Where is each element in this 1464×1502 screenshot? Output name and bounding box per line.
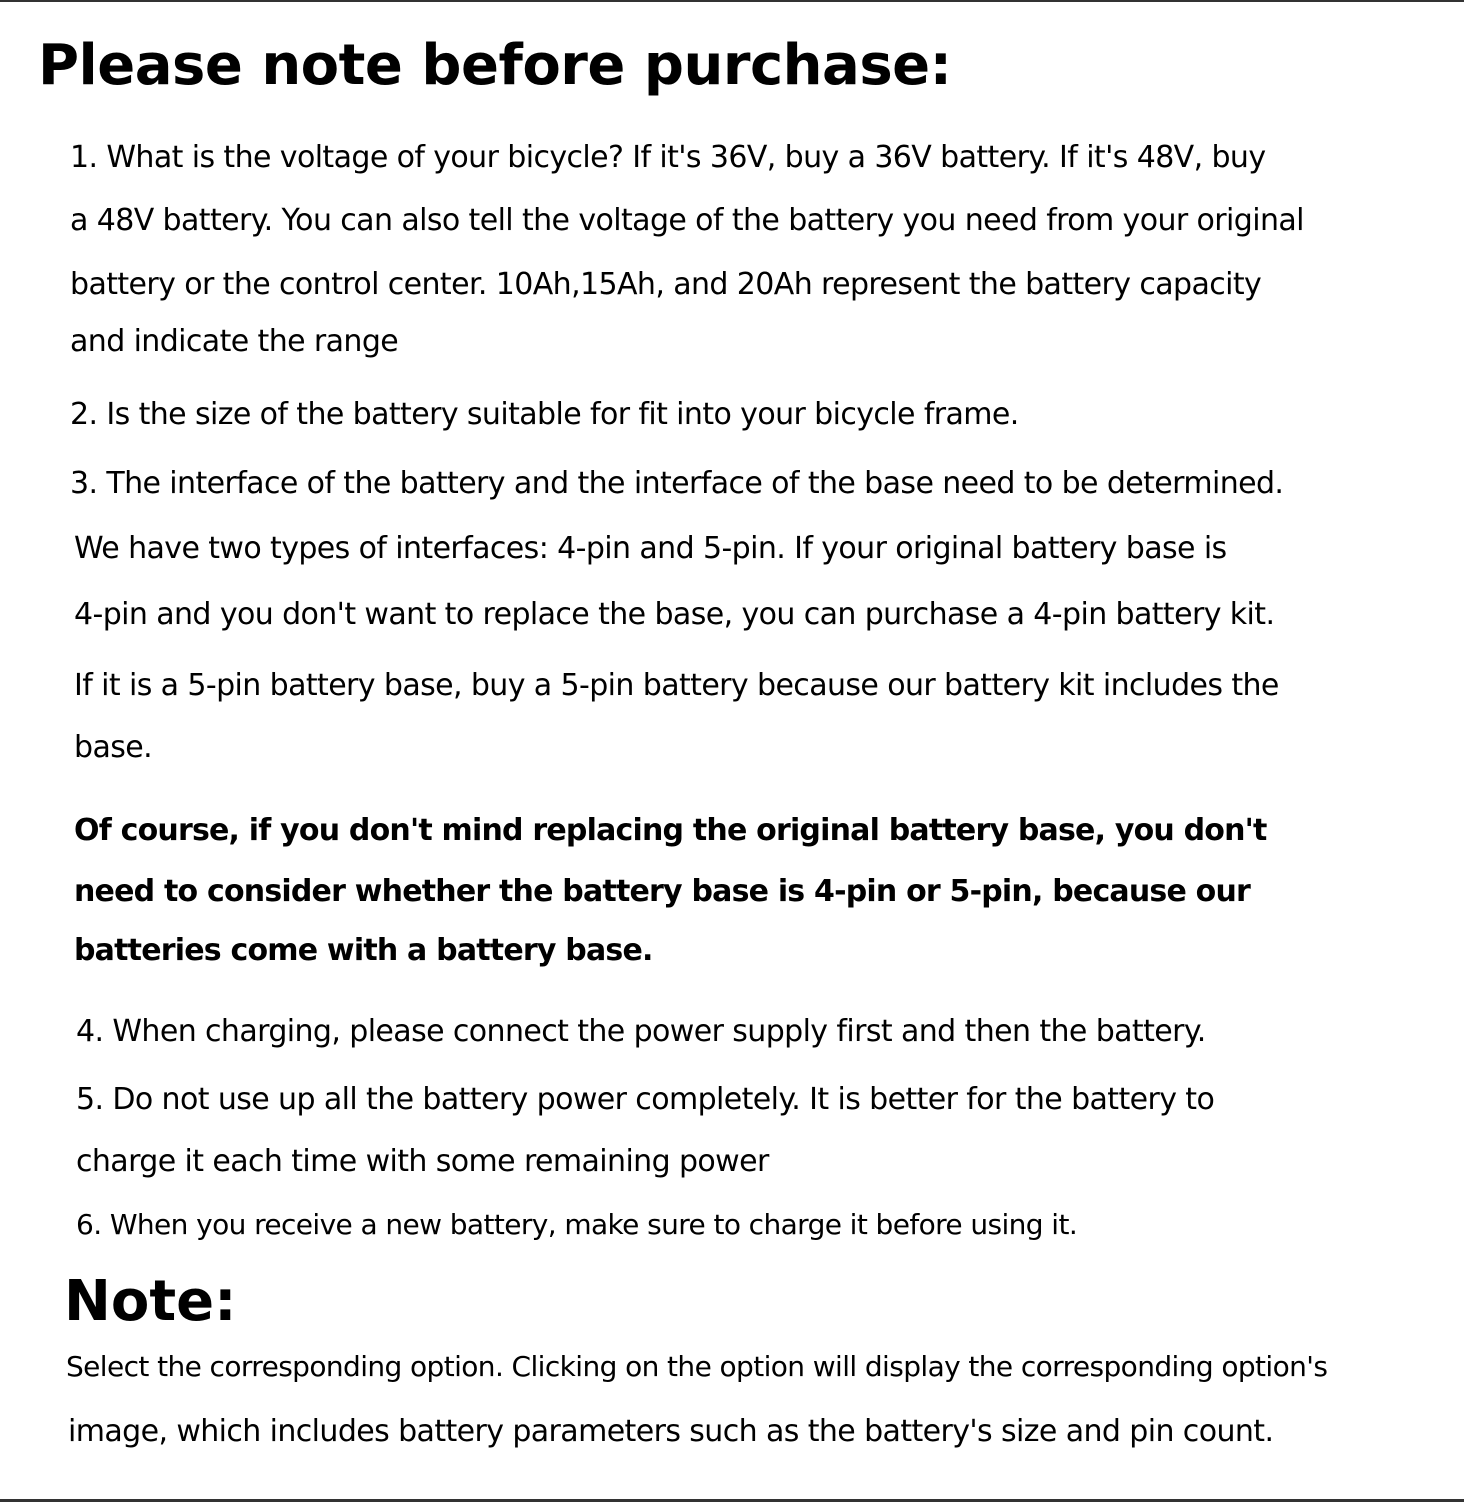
item-2-line-1: 2. Is the size of the battery suitable for fit into your bicycle frame.	[70, 397, 1019, 432]
item-4-line-1: 4. When charging, please connect the power supply first and then the battery.	[76, 1014, 1206, 1049]
bold-notice-line-1: Of course, if you don't mind replacing the original battery base, you don't	[74, 813, 1267, 848]
item-1-line-3: battery or the control center. 10Ah,15Ah, and 20Ah represent the battery capacity	[70, 267, 1262, 302]
item-1-line-2: a 48V battery. You can also tell the voltage of the battery you need from your original	[70, 203, 1304, 238]
item-1-line-4: and indicate the range	[70, 324, 399, 359]
item-5-line-2: charge it each time with some remaining power	[76, 1144, 769, 1179]
item-1-line-1: 1. What is the voltage of your bicycle? If it's 36V, buy a 36V battery. If it's 48V, buy	[70, 140, 1266, 175]
top-border	[0, 0, 1464, 2]
item-3-line-1: 3. The interface of the battery and the interface of the base need to be determined.	[70, 466, 1284, 501]
note-heading: Note:	[64, 1269, 237, 1334]
item-3-line-2: We have two types of interfaces: 4-pin and 5-pin. If your original battery base is	[74, 531, 1227, 566]
note-line-2: image, which includes battery parameters such as the battery's size and pin count.	[68, 1414, 1274, 1449]
item-3-line-5: base.	[74, 730, 153, 765]
bold-notice-line-2: need to consider whether the battery base is 4-pin or 5-pin, because our	[74, 874, 1251, 909]
page-title: Please note before purchase:	[38, 33, 952, 98]
item-6-line-1: 6. When you receive a new battery, make sure to charge it before using it.	[76, 1208, 1078, 1241]
item-3-line-3: 4-pin and you don't want to replace the base, you can purchase a 4-pin battery kit.	[74, 597, 1275, 632]
item-5-line-1: 5. Do not use up all the battery power completely. It is better for the battery to	[76, 1082, 1215, 1117]
bold-notice-line-3: batteries come with a battery base.	[74, 933, 653, 968]
item-3-line-4: If it is a 5-pin battery base, buy a 5-pin battery because our battery kit includes the	[74, 668, 1279, 703]
note-line-1: Select the corresponding option. Clicking on the option will display the corresponding option's	[66, 1350, 1328, 1383]
